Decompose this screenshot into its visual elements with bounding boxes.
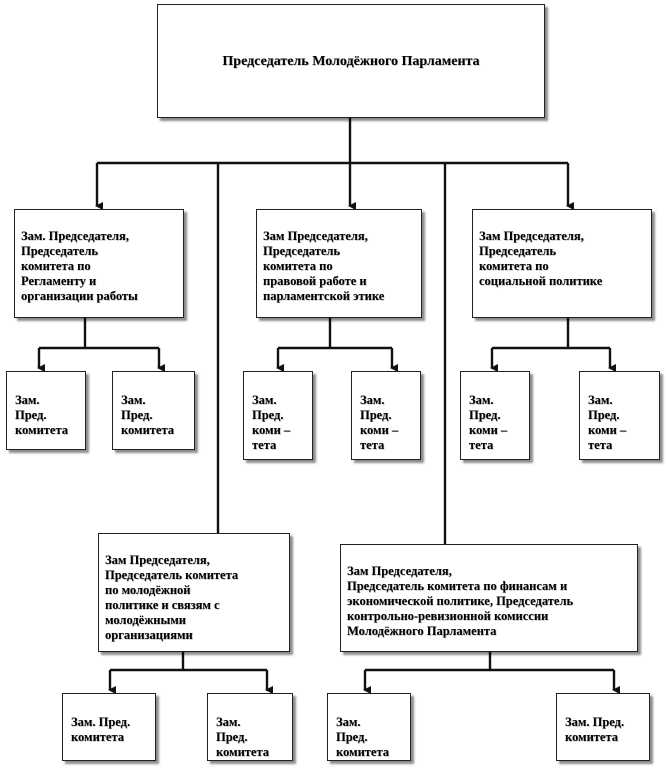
deputy-label: Зам Председателя, Председатель комитета по правовой работе и парламентской этике bbox=[263, 229, 385, 303]
vice-chair-box bbox=[207, 693, 293, 761]
vice-chair-label: Зам. Пред. коми – тета bbox=[252, 393, 291, 452]
vice-chair-box bbox=[243, 371, 313, 460]
vice-chair-label: Зам. Пред. комитета bbox=[15, 393, 68, 437]
vice-chair-box bbox=[579, 371, 660, 460]
vice-chair-box bbox=[112, 371, 195, 450]
vice-chair-label: Зам. Пред. комитета bbox=[121, 393, 174, 437]
vice-chair-label: Зам. Пред. коми – тета bbox=[469, 393, 508, 452]
chairman-box bbox=[157, 4, 545, 118]
deputy-label: Зам. Председателя, Председатель комитета по Регламенту и организации работы bbox=[21, 229, 138, 303]
deputy-label: Зам Председателя, Председатель комитета по финансам и экономической политике, Председатель контрольно-ревизионной комиссии Молодёжного Парламента bbox=[347, 564, 574, 638]
deputy-box-finance bbox=[340, 544, 638, 652]
vice-chair-box bbox=[460, 371, 530, 460]
vice-chair-box bbox=[556, 693, 650, 761]
vice-chair-label: Зам. Пред. коми – тета bbox=[588, 393, 627, 452]
deputy-box-social bbox=[472, 209, 652, 318]
chairman-label: Председатель Молодёжного Парламента bbox=[222, 53, 480, 69]
vice-chair-box bbox=[6, 371, 86, 450]
deputy-label: Зам Председателя, Председатель комитета по молодёжной политике и связям с молодёжными организациями bbox=[105, 553, 239, 642]
vice-chair-label: Зам. Пред. комитета bbox=[565, 715, 625, 744]
vice-chair-box bbox=[62, 693, 156, 761]
vice-chair-box bbox=[327, 693, 411, 761]
vice-chair-box bbox=[351, 371, 421, 460]
deputy-box-youth bbox=[98, 533, 290, 652]
vice-chair-label: Зам. Пред. комитета bbox=[71, 715, 131, 744]
deputy-box-pravo bbox=[256, 209, 422, 318]
vice-chair-label: Зам. Пред. комитета bbox=[336, 715, 389, 759]
vice-chair-label: Зам. Пред. коми – тета bbox=[360, 393, 399, 452]
deputy-label: Зам Председателя, Председатель комитета по социальной политике bbox=[479, 229, 603, 288]
deputy-box-reglament bbox=[14, 209, 184, 318]
vice-chair-label: Зам. Пред. комитета bbox=[216, 715, 269, 759]
